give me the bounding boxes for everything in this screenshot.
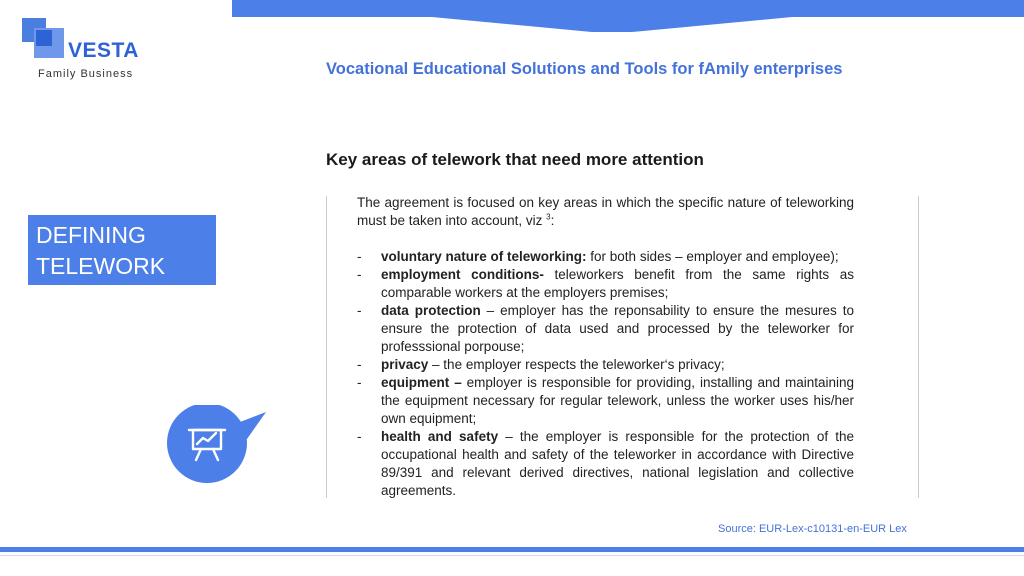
section-title: Key areas of telework that need more attention (326, 150, 704, 169)
item-term: health and safety (381, 429, 499, 444)
content-right-divider (918, 196, 919, 498)
list-item: - employment conditions- teleworkers benefit from the same rights as comparable workers at the employers premises; (357, 267, 854, 300)
defining-label-line2: TELEWORK (36, 253, 166, 279)
list-item: - equipment – employer is responsible for providing, installing and maintaining the equipment necessary for regular telework, unless the worker uses his/her own equipment; (357, 375, 854, 426)
item-term: employment conditions- (381, 267, 544, 282)
list-item: - privacy – the employer respects the teleworker‘s privacy; (357, 357, 725, 372)
list-item: - health and safety – the employer is responsible for the protection of the occupational health and safety of the teleworker in accordance with Directive 89/391 and relevant derived directives, national legislation and collective agreements. (357, 429, 854, 498)
item-term: data protection (381, 303, 481, 318)
intro-paragraph: The agreement is focused on key areas in which the specific nature of teleworking must be taken into account, viz $^3$: (357, 195, 854, 228)
logo-subtitle: Family Business (38, 68, 134, 80)
item-term: equipment – (381, 375, 462, 390)
content-left-divider (326, 196, 327, 498)
top-banner (232, 0, 1024, 32)
source-citation: Source: EUR-Lex-c10131-en-EUR Lex (718, 523, 907, 535)
project-title: Vocational Educational Solutions and Tools for fAmily enterprises (326, 60, 843, 78)
key-areas-list (357, 248, 854, 500)
item-term: voluntary nature of teleworking: (381, 249, 587, 264)
footer-bar (0, 547, 1024, 552)
logo-square-overlap (36, 30, 52, 46)
footer-rule (0, 555, 1024, 556)
list-item: - data protection – employer has the reponsability to ensure the mesures to ensure the protection of data used and processed by the teleworker for professsional porpouse; (357, 303, 854, 354)
vesta-logo (20, 18, 150, 84)
content-body (357, 194, 854, 500)
logo-wordmark: VESTA (68, 39, 139, 62)
defining-label-line1: DEFINING (36, 222, 146, 248)
footnote-reference: 3 (546, 212, 551, 222)
list-item: - voluntary nature of teleworking: for both sides – employer and employee); (357, 249, 839, 264)
item-term: privacy (381, 357, 429, 372)
defining-telework-box (28, 215, 216, 285)
presentation-chart-icon (165, 405, 270, 485)
